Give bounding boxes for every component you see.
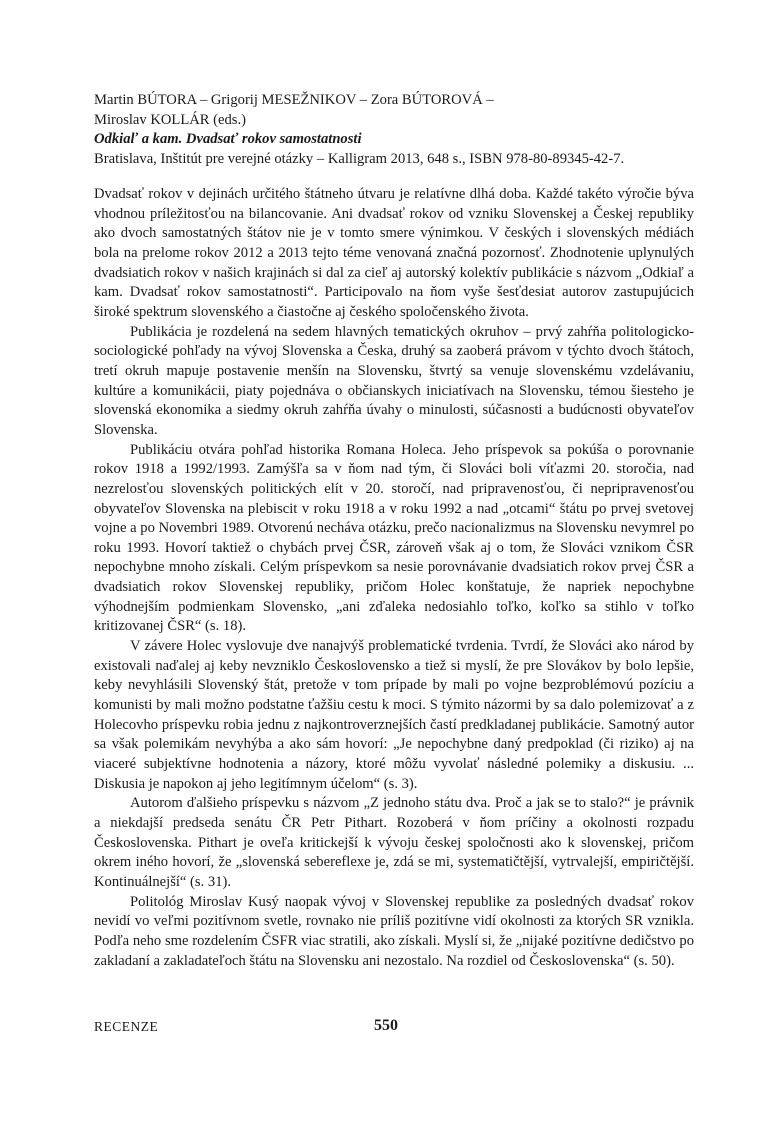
authors-line-1: Martin BÚTORA – Grigorij MESEŽNIKOV – Zora BÚTOROVÁ – — [94, 92, 494, 108]
paragraph: V závere Holec vyslovuje dve nanajvýš problematické tvrdenia. Tvrdí, že Slováci ako národ by existovali naďalej aj keby nevzniklo Československo a tiež si myslí, že pre Slovákov by bolo lepšie, keby nevyhlásili Slovenský štát, pretože v tom prípade by mali po vojne bezproblémovú pozíciu a komunisti by mali možno podstatne ťažšiu cestu k moci. S týmito názormi by sa dalo polemizovať a z Holecovho príspevku robia jednu z najkontroverznejších častí predkladanej publikácie. Samotný autor sa však polemikám nevyhýba a ako sám hovorí: „Je nepochybne daný predpoklad (či riziko) aj na viaceré subjektívne hodnotenia a názory, ktoré môžu vyvolať následné polemiky a diskusiu. ... Diskusia je napokon aj jeho legitímnym účelom“ (s. 3). — [94, 638, 694, 792]
authors-line-2: Miroslav KOLLÁR (eds.) — [94, 111, 246, 128]
paragraph: Autorom ďalšieho príspevku s názvom „Z jednoho státu dva. Proč a jak se to stalo?“ je právnik a niekdajší predseda senátu ČR Petr Pithart. Rozoberá v ňom príčiny a okolnosti rozpadu Československa. Pithart je oveľa kritickejší k vývoju českej spoločnosti ako k slovenskej, pričom okrem iného hovorí, že „slovenská sebereflexe je, zdá se mi, systematičtější, vytrvalejší, empiričtější. Kontinuálnejší“ (s. 31). — [94, 795, 694, 890]
book-title: Odkiaľ a kam. Dvadsať rokov samostatnosti — [94, 131, 362, 148]
bibliographic-reference — [94, 91, 694, 169]
page-footer — [94, 1017, 694, 1041]
paragraph: Publikácia je rozdelená na sedem hlavných tematických okruhov – prvý zahŕňa politologicko-sociologické pohľady na vývoj Slovenska a Česka, druhý sa zaoberá právom v týchto dvoch štátoch, tretí okruh mapuje postavenie menšín na Slovensku, štvrtý sa venuje slovenskému vzdelávaniu, kultúre a komunikácii, piaty pojednáva o občianskych iniciatívach na Slovensku, témou šiesteho je slovenská ekonomika a siedmy okruh zahŕňa úvahy o minulosti, súčasnosti a budúcnosti obyvateľov Slovenska. — [94, 323, 694, 438]
publication-info: Bratislava, Inštitút pre verejné otázky – Kalligram 2013, 648 s., ISBN 978-80-89345-42-7. — [94, 150, 625, 167]
page-number: 550 — [374, 1017, 398, 1034]
section-label: RECENZE — [94, 1019, 159, 1034]
paragraph: Publikáciu otvára pohľad historika Romana Holeca. Jeho príspevok sa pokúša o porovnanie rokov 1918 a 1992/1993. Zamýšľa sa v ňom nad tým, či Slováci boli víťazmi 20. storočia, nad nezrelosťou slovenských politických elít v 20. storočí, nad pripravenosťou, či nepripravenosťou obyvateľov Slovenska na plebiscit v roku 1918 a v roku 1992 a nad „otcami“ štátu po prvej svetovej vojne a po Novembri 1989. Otvorenú necháva otázku, prečo nacionalizmus na Slovensku nevymrel po roku 1993. Hovorí taktiež o chybách prvej ČSR, zároveň však aj o tom, že Slováci vznikom ČSR nepochybne mnoho získali. Celým príspevkom sa nesie porovnávanie dvadsiatich rokov prvej ČSR a dvadsiatich rokov Slovenskej republiky, pričom Holec konštatuje, že napriek nepochybne výhodnejším podmienkam Slovensko, „ani zďaleka nedosiahlo toľko, koľko sa stihlo v toľko kritizovanej ČSR“ (s. 18). — [94, 441, 694, 635]
review-body — [94, 185, 694, 971]
paragraph: Dvadsať rokov v dejinách určitého štátneho útvaru je relatívne dlhá doba. Každé takéto výročie býva vhodnou príležitosťou na bilancovanie. Ani dvadsať rokov od vzniku Slovenskej a Českej republiky ako dvoch samostatných štátov nie je v tomto smere výnimkou. V českých i slovenských médiách bola na prelome rokov 2012 a 2013 tejto téme venovaná značná pozornosť. Zhodnotenie uplynulých dvadsiatich rokov v našich krajinách si dal za cieľ aj autorský kolektív publikácie s názvom „Odkiaľ a kam. Dvadsať rokov samostatnosti“. Participovalo na ňom vyše šesťdesiat autorov zastupujúcich široké spektrum slovenského a čiastočne aj českého spoločenského života. — [94, 186, 694, 320]
paragraph: Politológ Miroslav Kusý naopak vývoj v Slovenskej republike za posledných dvadsať rokov nevidí vo veľmi pozitívnom svetle, rovnako nie príliš pozitívne vidí okolnosti za ktorých SR vznikla. Podľa neho sme rozdelením ČSFR viac stratili, ako získali. Myslí si, že „nijaké pozitívne dedičstvo po zakladaní a zakladateľoch štátu na Slovensku ani nezostalo. Na rozdiel od Československa“ (s. 50). — [94, 893, 694, 969]
